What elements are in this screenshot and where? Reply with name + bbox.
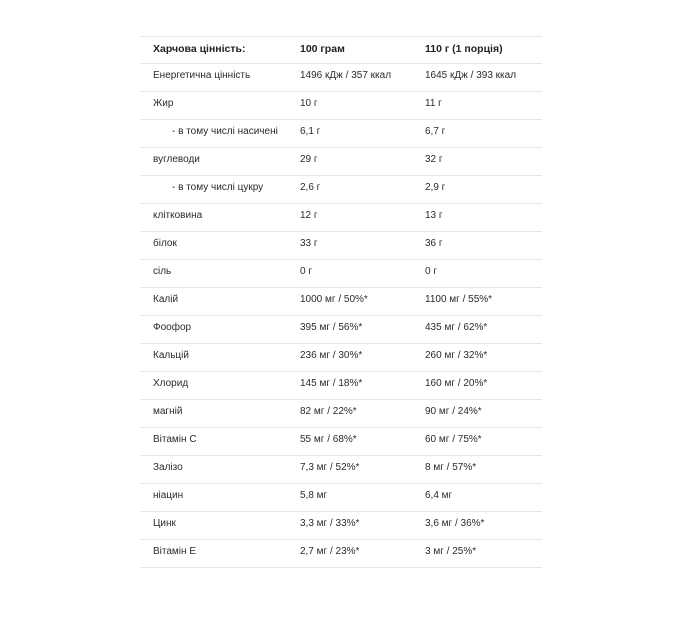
table-row — [140, 92, 542, 120]
value-per-100g: 10 г — [300, 98, 318, 109]
table-row — [140, 484, 542, 512]
value-per-100g: 6,1 г — [300, 126, 321, 137]
value-per-serving: 6,4 мг — [425, 490, 453, 501]
table-row — [140, 120, 542, 148]
value-per-serving: 90 мг / 24%* — [425, 406, 482, 417]
value-per-serving: 3,6 мг / 36%* — [425, 518, 485, 529]
nutrient-name: Фоофор — [153, 322, 192, 333]
table-row — [140, 512, 542, 540]
nutrient-name: Хлорид — [153, 378, 189, 389]
value-per-serving: 3 мг / 25%* — [425, 546, 477, 557]
value-per-serving: 0 г — [425, 266, 437, 277]
nutrient-name: Енергетична цінність — [153, 70, 251, 81]
table-row — [140, 148, 542, 176]
table-row — [140, 372, 542, 400]
value-per-100g: 2,7 мг / 23%* — [300, 546, 360, 557]
value-per-serving: 11 г — [425, 98, 442, 109]
value-per-serving: 32 г — [425, 154, 443, 165]
table-row — [140, 316, 542, 344]
value-per-100g: 29 г — [300, 154, 318, 165]
table-row — [140, 428, 542, 456]
value-per-100g: 82 мг / 22%* — [300, 406, 357, 417]
value-per-serving: 8 мг / 57%* — [425, 462, 477, 473]
value-per-100g: 5,8 мг — [300, 490, 328, 501]
nutrient-name: вуглеводи — [153, 154, 200, 165]
header-nutrition-label: Харчова цінність: — [153, 43, 246, 55]
header-per-serving: 110 г (1 порція) — [425, 43, 503, 55]
nutrient-name: Кальцій — [153, 350, 189, 361]
nutrient-name: клітковина — [153, 210, 203, 221]
value-per-100g: 236 мг / 30%* — [300, 350, 363, 361]
value-per-serving: 6,7 г — [425, 126, 446, 137]
table-row — [140, 204, 542, 232]
table-row — [140, 540, 542, 568]
value-per-100g: 145 мг / 18%* — [300, 378, 363, 389]
nutrient-name: Калій — [153, 294, 179, 305]
nutrient-name: Вітамін С — [153, 434, 197, 445]
table-row — [140, 344, 542, 372]
value-per-serving: 160 мг / 20%* — [425, 378, 488, 389]
value-per-serving: 1100 мг / 55%* — [425, 294, 493, 305]
nutrient-name: Вітамін Е — [153, 546, 196, 557]
nutrient-name: Цинк — [153, 518, 176, 529]
value-per-serving: 13 г — [425, 210, 443, 221]
nutrient-name: ніацин — [153, 490, 184, 501]
value-per-serving: 36 г — [425, 238, 443, 249]
value-per-100g: 1496 кДж / 357 ккал — [300, 70, 392, 81]
nutrition-table — [140, 36, 542, 568]
value-per-serving: 435 мг / 62%* — [425, 322, 488, 333]
table-row — [140, 64, 542, 92]
value-per-serving: 260 мг / 32%* — [425, 350, 488, 361]
value-per-100g: 33 г — [300, 238, 318, 249]
table-row — [140, 260, 542, 288]
value-per-100g: 55 мг / 68%* — [300, 434, 357, 445]
nutrient-name: Залізо — [153, 462, 183, 473]
value-per-100g: 7,3 мг / 52%* — [300, 462, 360, 473]
table-header-row — [140, 37, 542, 64]
value-per-100g: 0 г — [300, 266, 312, 277]
header-per-100g: 100 грам — [300, 43, 345, 55]
nutrient-name: - в тому числі цукру — [172, 182, 264, 193]
value-per-serving: 1645 кДж / 393 ккал — [425, 70, 517, 81]
value-per-100g: 1000 мг / 50%* — [300, 294, 368, 305]
table-row — [140, 456, 542, 484]
nutrient-name: Жир — [153, 98, 174, 109]
table-row — [140, 400, 542, 428]
nutrient-name: магній — [153, 406, 183, 417]
table-row — [140, 288, 542, 316]
value-per-100g: 2,6 г — [300, 182, 321, 193]
nutrient-name: - в тому числі насичені — [172, 126, 278, 137]
value-per-100g: 12 г — [300, 210, 318, 221]
value-per-serving: 60 мг / 75%* — [425, 434, 482, 445]
value-per-serving: 2,9 г — [425, 182, 446, 193]
table-row — [140, 232, 542, 260]
nutrient-name: білок — [153, 238, 177, 249]
value-per-100g: 3,3 мг / 33%* — [300, 518, 360, 529]
table-row — [140, 176, 542, 204]
nutrient-name: сіль — [153, 266, 172, 277]
value-per-100g: 395 мг / 56%* — [300, 322, 363, 333]
